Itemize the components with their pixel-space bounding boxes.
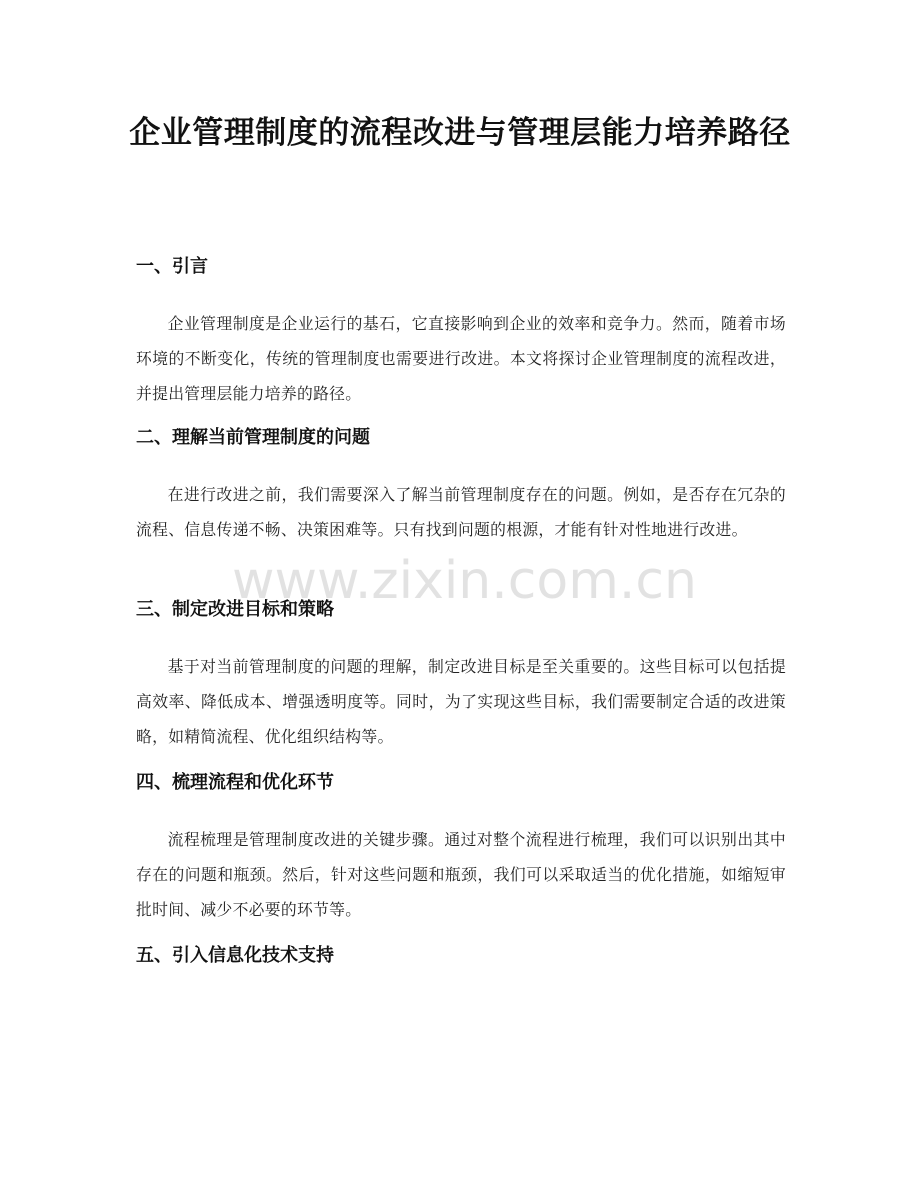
- section-paragraph: 基于对当前管理制度的问题的理解，制定改进目标是至关重要的。这些目标可以包括提高效率、降低成本、增强透明度等。同时，为了实现这些目标，我们需要制定合适的改进策略，如精简流程、优化组织结构等。: [136, 657, 786, 746]
- section-heading: 四、梳理流程和优化环节: [136, 772, 334, 793]
- section-paragraph: 在进行改进之前，我们需要深入了解当前管理制度存在的问题。例如，是否存在冗杂的流程、信息传递不畅、决策困难等。只有找到问题的根源，才能有针对性地进行改进。: [136, 485, 786, 539]
- section-paragraph: 流程梳理是管理制度改进的关键步骤。通过对整个流程进行梳理，我们可以识别出其中存在的问题和瓶颈。然后，针对这些问题和瓶颈，我们可以采取适当的优化措施，如缩短审批时间、减少不必要的环节等。: [136, 830, 786, 919]
- section-current-problems: [136, 425, 786, 547]
- section-heading: 三、制定改进目标和策略: [136, 599, 334, 620]
- section-introduction: [136, 254, 786, 411]
- section-goals-strategy: [136, 597, 786, 754]
- section-paragraph: 企业管理制度是企业运行的基石，它直接影响到企业的效率和竞争力。然而，随着市场环境的不断变化，传统的管理制度也需要进行改进。本文将探讨企业管理制度的流程改进，并提出管理层能力培养的路径。: [136, 314, 786, 403]
- document-title: 企业管理制度的流程改进与管理层能力培养路径: [129, 115, 791, 151]
- watermark: www.zixin.com.cn: [232, 551, 697, 611]
- section-heading: 二、理解当前管理制度的问题: [136, 427, 370, 448]
- section-heading: 一、引言: [136, 256, 208, 277]
- section-heading: 五、引入信息化技术支持: [136, 945, 334, 966]
- section-process-optimization: [136, 770, 786, 927]
- section-it-support: [136, 943, 786, 969]
